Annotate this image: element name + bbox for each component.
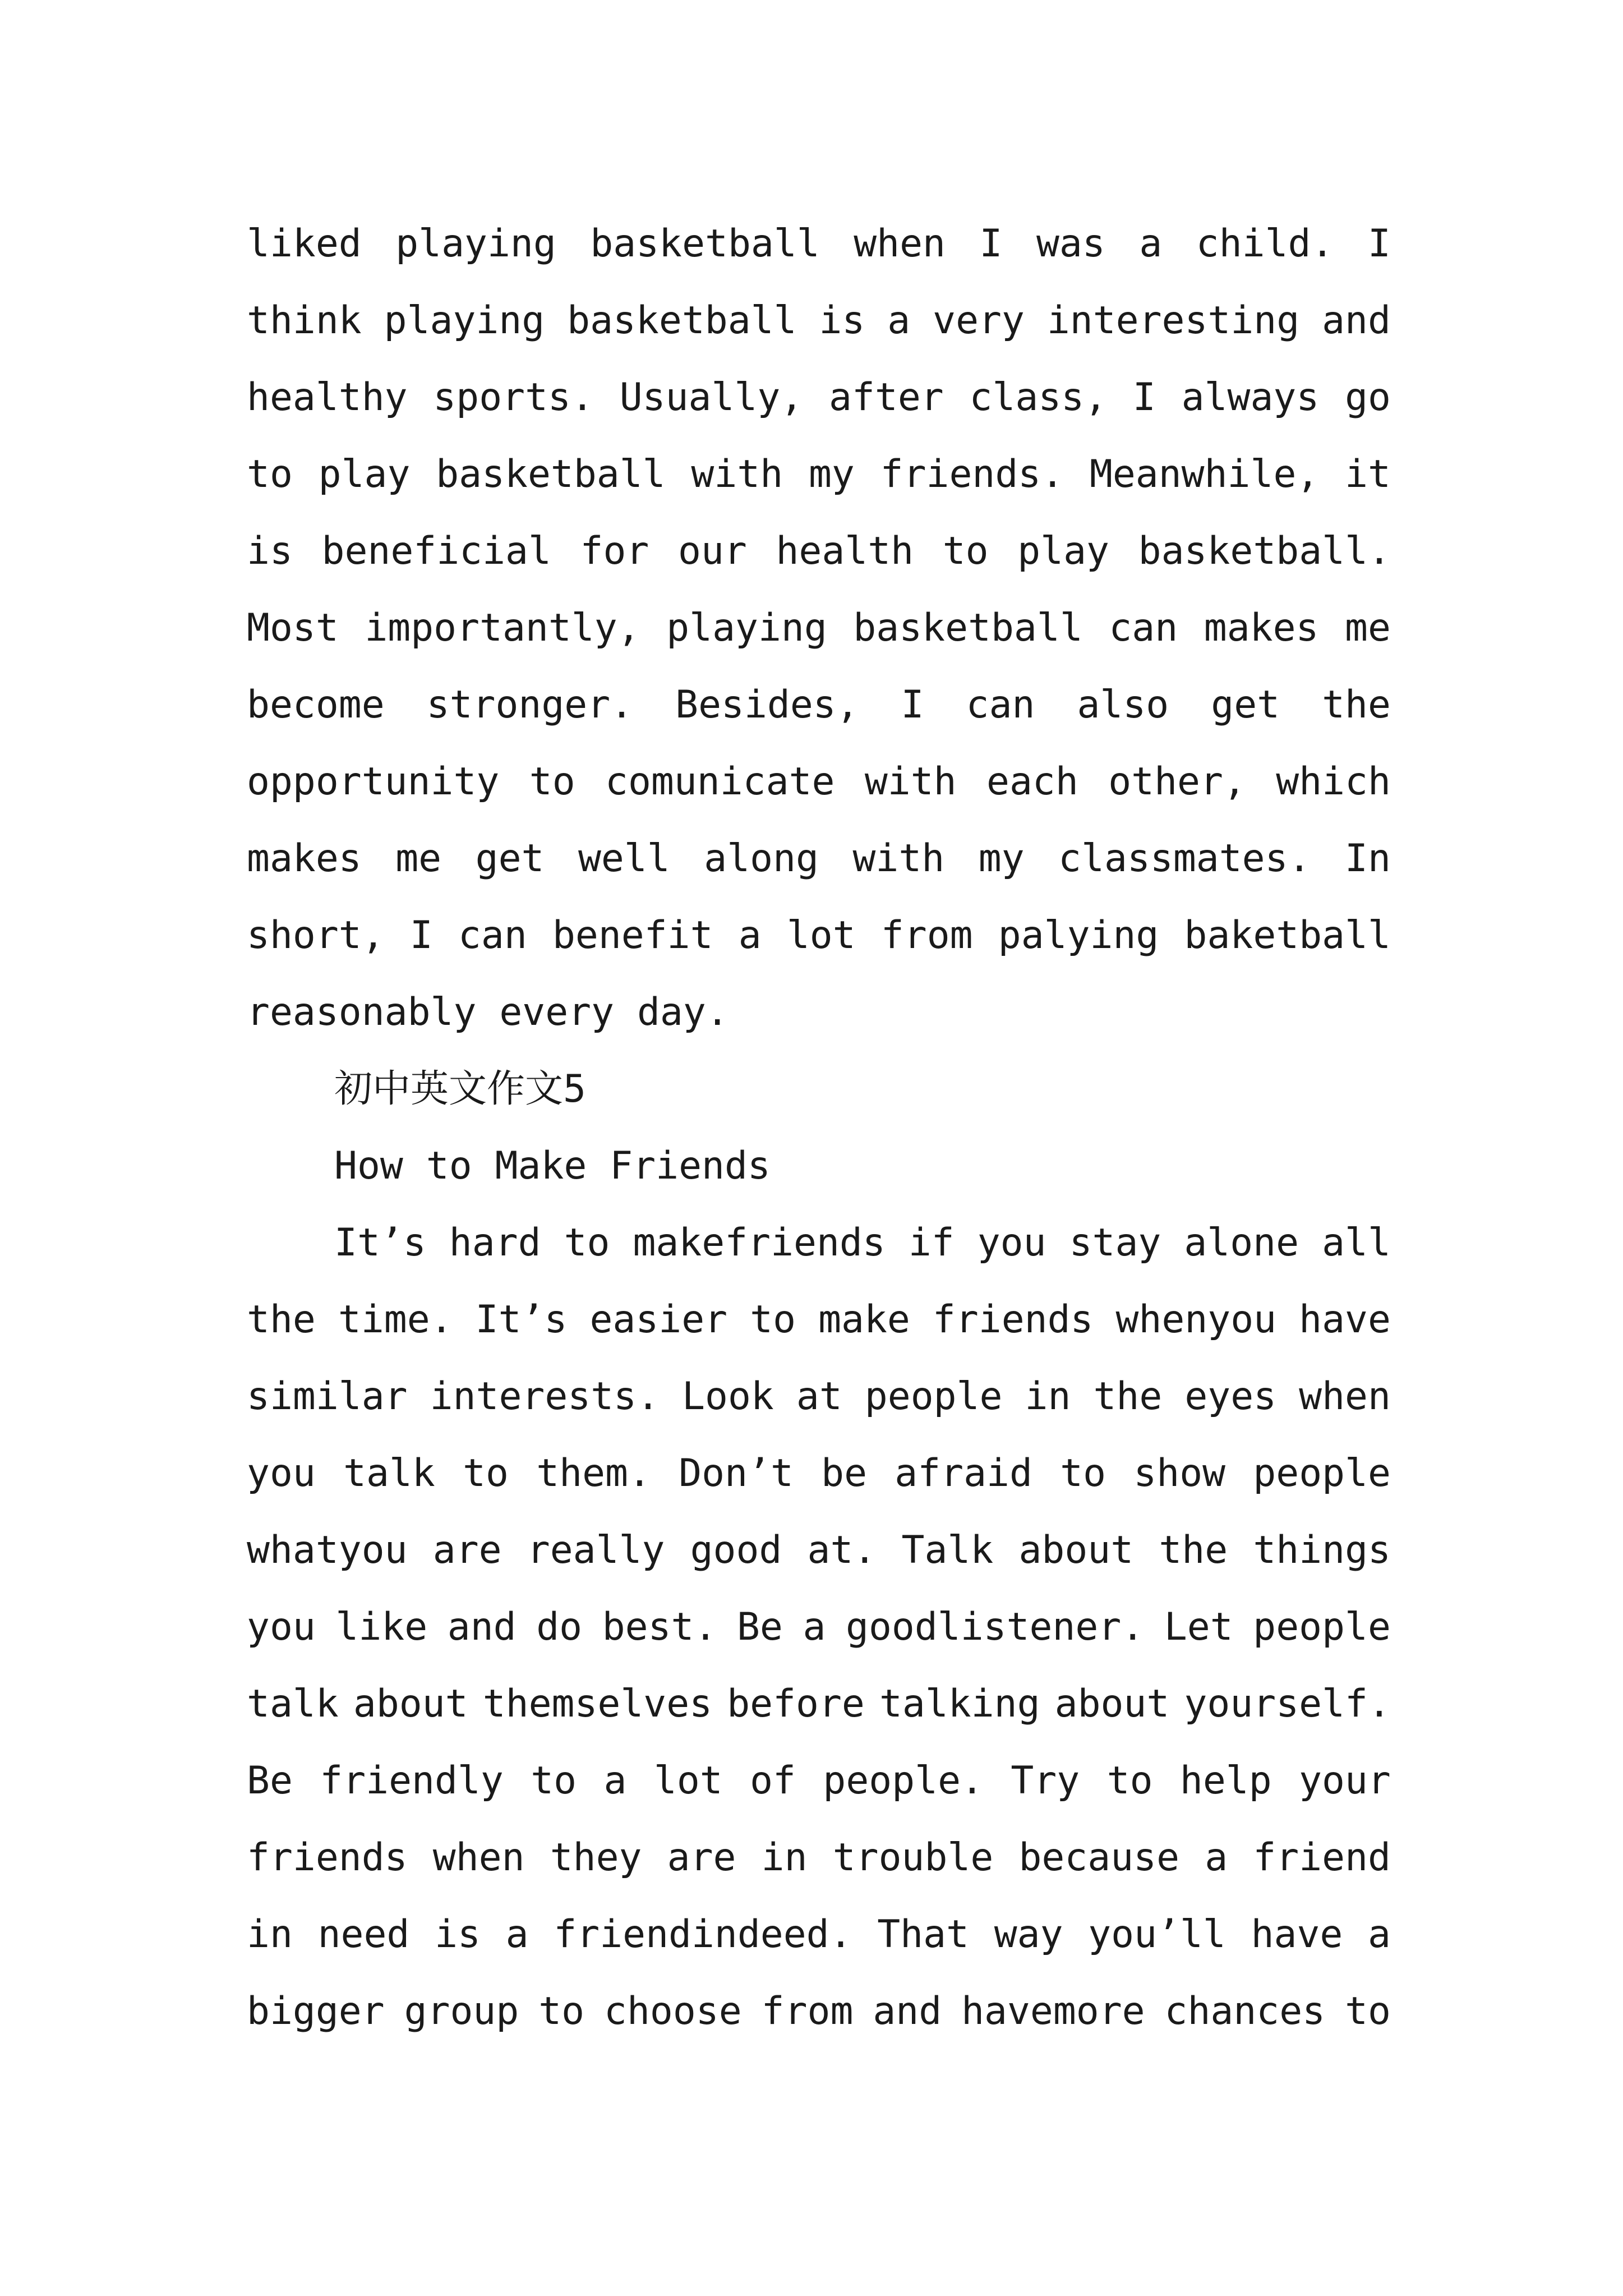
word: easier	[589, 1297, 728, 1342]
word: and	[873, 1989, 942, 2033]
word: I	[901, 683, 924, 727]
friends-line-5	[247, 1525, 1391, 1576]
word: the	[1322, 683, 1391, 727]
word: because	[1018, 1835, 1180, 1880]
word: can	[1109, 606, 1178, 650]
word: playing	[395, 222, 556, 266]
word: baketball	[1184, 913, 1391, 958]
word: me	[1345, 606, 1391, 650]
word: basketball	[567, 298, 797, 343]
word: have	[1251, 1912, 1343, 1957]
word: your	[1299, 1759, 1391, 1803]
word: to	[538, 1989, 585, 2033]
word: talk	[247, 1682, 339, 1726]
word: Besides,	[675, 683, 859, 727]
word: to	[750, 1297, 796, 1342]
friends-line-6	[247, 1602, 1391, 1653]
friends-line-9	[247, 1833, 1391, 1883]
word: our	[678, 529, 747, 573]
word: at	[796, 1374, 842, 1419]
word: classmates.	[1058, 836, 1311, 881]
word: them.	[536, 1451, 651, 1496]
basketball-line-10	[247, 910, 1391, 961]
word: trouble	[832, 1835, 994, 1880]
word: friends	[247, 1835, 408, 1880]
word: similar	[247, 1374, 408, 1419]
word: show	[1133, 1451, 1226, 1496]
word: Don’t	[679, 1451, 794, 1496]
word: I	[979, 222, 1003, 266]
word: when	[854, 222, 946, 266]
word: for	[580, 529, 649, 573]
word: a	[1368, 1912, 1391, 1957]
word: from	[761, 1989, 854, 2033]
word: talking	[879, 1682, 1040, 1726]
word: make	[818, 1297, 910, 1342]
word: really	[527, 1528, 665, 1572]
word: are	[667, 1835, 736, 1880]
word: a	[803, 1605, 826, 1649]
word: goodlistener.	[846, 1605, 1145, 1649]
friends-line-4	[247, 1448, 1391, 1499]
word: That	[877, 1912, 969, 1957]
word: makes	[1204, 606, 1319, 650]
word: Look	[682, 1374, 774, 1419]
basketball-line-1	[247, 219, 1391, 269]
word: benefit	[552, 913, 713, 958]
word: chances	[1164, 1989, 1326, 2033]
word: they	[550, 1835, 642, 1880]
word: Most	[247, 606, 339, 650]
word: about	[1018, 1528, 1134, 1572]
word: with	[691, 452, 783, 496]
word: importantly,	[365, 606, 640, 650]
section-heading: 初中英文作文5	[334, 1067, 586, 1111]
word: you	[247, 1451, 316, 1496]
word: along	[704, 836, 819, 881]
word: with	[852, 836, 945, 881]
word: in	[247, 1912, 293, 1957]
word: with	[864, 760, 957, 804]
word: always	[1181, 375, 1320, 420]
word: other,	[1108, 760, 1246, 804]
friends-line-3	[247, 1372, 1391, 1422]
basketball-line-6	[247, 603, 1391, 654]
word: from	[880, 913, 973, 958]
word: play	[1017, 529, 1109, 573]
word: to	[1060, 1451, 1106, 1496]
word: basketball.	[1138, 529, 1391, 573]
word: Be	[736, 1605, 783, 1649]
word: to	[463, 1451, 509, 1496]
word: time.	[338, 1297, 453, 1342]
word: Let	[1164, 1605, 1233, 1649]
word: havemore	[961, 1989, 1145, 2033]
word: my	[978, 836, 1025, 881]
basketball-line-3	[247, 372, 1391, 423]
word: also	[1077, 683, 1169, 727]
word: bigger	[247, 1989, 385, 2033]
word: like	[335, 1605, 428, 1649]
word: after	[829, 375, 944, 420]
word: is	[247, 529, 293, 573]
word: basketball	[590, 222, 820, 266]
word: friendly	[320, 1759, 504, 1803]
word: do	[536, 1605, 583, 1649]
word: each	[986, 760, 1078, 804]
word: interests.	[430, 1374, 660, 1419]
word: healthy	[247, 375, 408, 420]
word: people	[1253, 1451, 1391, 1496]
word: to	[1106, 1759, 1153, 1803]
friends-line-7	[247, 1679, 1391, 1729]
word: talk	[343, 1451, 435, 1496]
basketball-line-5	[247, 526, 1391, 577]
word: friends.	[880, 452, 1064, 496]
essay-title: How to Make Friends	[334, 1144, 771, 1188]
word: of	[750, 1759, 796, 1803]
word: In	[1345, 836, 1391, 881]
word: to	[529, 760, 575, 804]
word: hard	[449, 1221, 541, 1265]
word: whenyou	[1115, 1297, 1277, 1342]
basketball-line-2	[247, 296, 1391, 346]
word: you	[247, 1605, 316, 1649]
friends-line-2	[247, 1295, 1391, 1345]
word: it	[1345, 452, 1391, 496]
word: when	[432, 1835, 525, 1880]
word: a	[887, 298, 911, 343]
word: a	[505, 1912, 529, 1957]
word: become	[247, 683, 385, 727]
basketball-line-9	[247, 834, 1391, 884]
word: people.	[823, 1759, 984, 1803]
word: friendindeed.	[554, 1912, 852, 1957]
word: very	[933, 298, 1025, 343]
word: makes	[247, 836, 362, 881]
word: think	[247, 298, 362, 343]
word: to	[942, 529, 989, 573]
word: when	[1299, 1374, 1391, 1419]
word: liked	[247, 222, 362, 266]
word: Meanwhile,	[1089, 452, 1320, 496]
word: people	[1253, 1605, 1391, 1649]
word: in	[761, 1835, 808, 1880]
word: to	[1345, 1989, 1391, 2033]
word: yourself.	[1184, 1682, 1391, 1726]
word: beneficial	[321, 529, 551, 573]
word: sports.	[433, 375, 594, 420]
word: all	[1322, 1221, 1391, 1265]
word: stronger.	[426, 683, 634, 727]
word: palying	[998, 913, 1159, 958]
word: comunicate	[605, 760, 835, 804]
word: can	[458, 913, 527, 958]
word: health	[776, 529, 914, 573]
word: lot	[786, 913, 856, 958]
word: playing	[666, 606, 827, 650]
word: good	[690, 1528, 782, 1572]
word: before	[727, 1682, 865, 1726]
word: and	[447, 1605, 517, 1649]
word: short,	[247, 913, 385, 958]
word: was	[1036, 222, 1105, 266]
word: child.	[1196, 222, 1334, 266]
friends-line-1	[247, 1218, 1391, 1268]
word: be	[821, 1451, 868, 1496]
word: me	[395, 836, 442, 881]
word: is	[435, 1912, 481, 1957]
word: a	[738, 913, 762, 958]
friends-line-10	[247, 1910, 1391, 1960]
word: a	[603, 1759, 627, 1803]
friends-line-8	[247, 1756, 1391, 1806]
word: playing	[384, 298, 545, 343]
friends-line-11	[247, 1986, 1391, 2037]
word: go	[1345, 375, 1391, 420]
word: makefriends	[633, 1221, 886, 1265]
word: help	[1179, 1759, 1272, 1803]
word: and	[1322, 298, 1391, 343]
word: have	[1299, 1297, 1391, 1342]
word: the	[247, 1297, 316, 1342]
word: afraid	[895, 1451, 1032, 1496]
word: if	[908, 1221, 955, 1265]
word: It’s	[334, 1221, 426, 1265]
basketball-line-8	[247, 757, 1391, 807]
word: to	[564, 1221, 610, 1265]
word: well	[578, 836, 670, 881]
word: best.	[602, 1605, 717, 1649]
word: class,	[969, 375, 1108, 420]
word: group	[404, 1989, 519, 2033]
word: which	[1276, 760, 1391, 804]
word: the	[1159, 1528, 1228, 1572]
word: I	[409, 913, 433, 958]
word: get	[1211, 683, 1280, 727]
word: a	[1139, 222, 1163, 266]
word: to	[247, 452, 293, 496]
word: friends	[932, 1297, 1094, 1342]
word: the	[1093, 1374, 1163, 1419]
word: Try	[1011, 1759, 1080, 1803]
word: Talk	[901, 1528, 994, 1572]
word: basketball	[853, 606, 1083, 650]
word: things	[1253, 1528, 1391, 1572]
word: need	[317, 1912, 410, 1957]
word: about	[353, 1682, 468, 1726]
word: are	[432, 1528, 502, 1572]
word: choose	[604, 1989, 742, 2033]
word: Usually,	[619, 375, 804, 420]
word: in	[1025, 1374, 1071, 1419]
word: alone	[1184, 1221, 1299, 1265]
word: at.	[807, 1528, 877, 1572]
word: friend	[1253, 1835, 1391, 1880]
word: It’s	[475, 1297, 568, 1342]
word: stay	[1069, 1221, 1161, 1265]
word: get	[475, 836, 545, 881]
word: people	[864, 1374, 1003, 1419]
word: I	[1132, 375, 1156, 420]
word: eyes	[1184, 1374, 1277, 1419]
word: can	[966, 683, 1035, 727]
word: to	[531, 1759, 577, 1803]
word: way	[994, 1912, 1063, 1957]
word: themselves	[482, 1682, 713, 1726]
basketball-line-11: reasonably every day.	[247, 990, 729, 1034]
word: play	[318, 452, 411, 496]
word: basketball	[436, 452, 666, 496]
word: you	[977, 1221, 1046, 1265]
word: my	[808, 452, 855, 496]
word: I	[1367, 222, 1391, 266]
word: you’ll	[1088, 1912, 1226, 1957]
word: interesting	[1046, 298, 1300, 343]
basketball-line-7	[247, 680, 1391, 730]
word: Be	[247, 1759, 293, 1803]
word: opportunity	[247, 760, 500, 804]
word: lot	[653, 1759, 723, 1803]
word: about	[1054, 1682, 1170, 1726]
word: a	[1205, 1835, 1228, 1880]
word: whatyou	[247, 1528, 408, 1572]
basketball-line-4	[247, 449, 1391, 500]
word: is	[819, 298, 865, 343]
